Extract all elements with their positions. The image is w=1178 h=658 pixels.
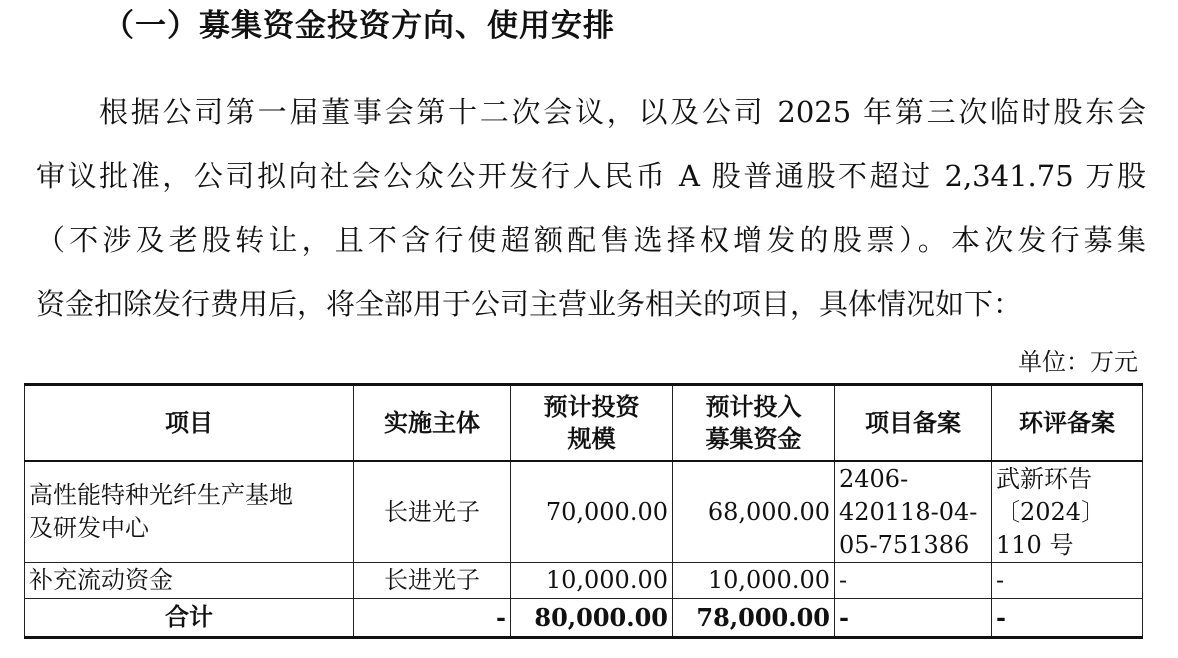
header-investment-line2: 规模	[567, 425, 616, 453]
header-raised-line1: 预计投入	[705, 393, 802, 421]
total-entity: -	[354, 599, 511, 638]
total-label: 合计	[25, 599, 354, 638]
cell-raised: 68,000.00	[673, 461, 835, 563]
cell-env-line2: 〔2024〕	[996, 497, 1106, 526]
cell-entity: 长进光子	[354, 563, 511, 599]
header-investment-line1: 预计投资	[543, 393, 640, 421]
paragraph-line: 根据公司第一届董事会第十二次会议，以及公司 2025 年第三次临时股东会	[99, 95, 1146, 129]
cell-investment: 10,000.00	[511, 563, 673, 599]
header-raised-line2: 募集资金	[705, 425, 802, 453]
section-heading: （一）募集资金投资方向、使用安排	[103, 8, 615, 44]
paragraph-line: 审议批准，公司拟向社会公众公开发行人民币 A 股普通股不超过 2,341.75 万股	[36, 159, 1146, 193]
body-paragraph	[36, 80, 1146, 336]
header-env: 环评备案	[992, 385, 1143, 462]
cell-env-line3: 110 号	[996, 530, 1074, 559]
paragraph-line: 资金扣除发行费用后，将全部用于公司主营业务相关的项目，具体情况如下：	[36, 287, 1023, 321]
cell-project	[25, 461, 354, 563]
table-row	[25, 461, 1143, 563]
total-raised: 78,000.00	[673, 599, 835, 638]
header-raised	[673, 385, 835, 462]
table-total-row	[25, 599, 1143, 638]
cell-env	[992, 461, 1143, 563]
cell-filing	[835, 461, 992, 563]
cell-project-line2: 及研发中心	[29, 514, 149, 542]
unit-label: 单位：万元	[1018, 348, 1138, 376]
cell-investment: 70,000.00	[511, 461, 673, 563]
header-investment	[511, 385, 673, 462]
header-filing: 项目备案	[835, 385, 992, 462]
cell-entity: 长进光子	[354, 461, 511, 563]
cell-filing: -	[835, 563, 992, 599]
cell-project-line1: 高性能特种光纤生产基地	[29, 481, 293, 509]
table-row	[25, 563, 1143, 599]
cell-project: 补充流动资金	[25, 563, 354, 599]
header-entity: 实施主体	[354, 385, 511, 462]
total-env: -	[992, 599, 1143, 638]
total-filing: -	[835, 599, 992, 638]
total-investment: 80,000.00	[511, 599, 673, 638]
cell-filing-line2: 420118-04-	[839, 497, 978, 526]
table-header-row	[25, 385, 1143, 462]
cell-env-line1: 武新环告	[996, 464, 1092, 493]
cell-filing-line3: 05-751386	[839, 530, 970, 559]
fund-usage-table	[24, 383, 1143, 639]
header-project: 项目	[25, 385, 354, 462]
cell-raised: 10,000.00	[673, 563, 835, 599]
paragraph-line: （不涉及老股转让，且不含行使超额配售选择权增发的股票）。本次发行募集	[36, 223, 1146, 257]
cell-env: -	[992, 563, 1143, 599]
cell-filing-line1: 2406-	[839, 464, 909, 493]
